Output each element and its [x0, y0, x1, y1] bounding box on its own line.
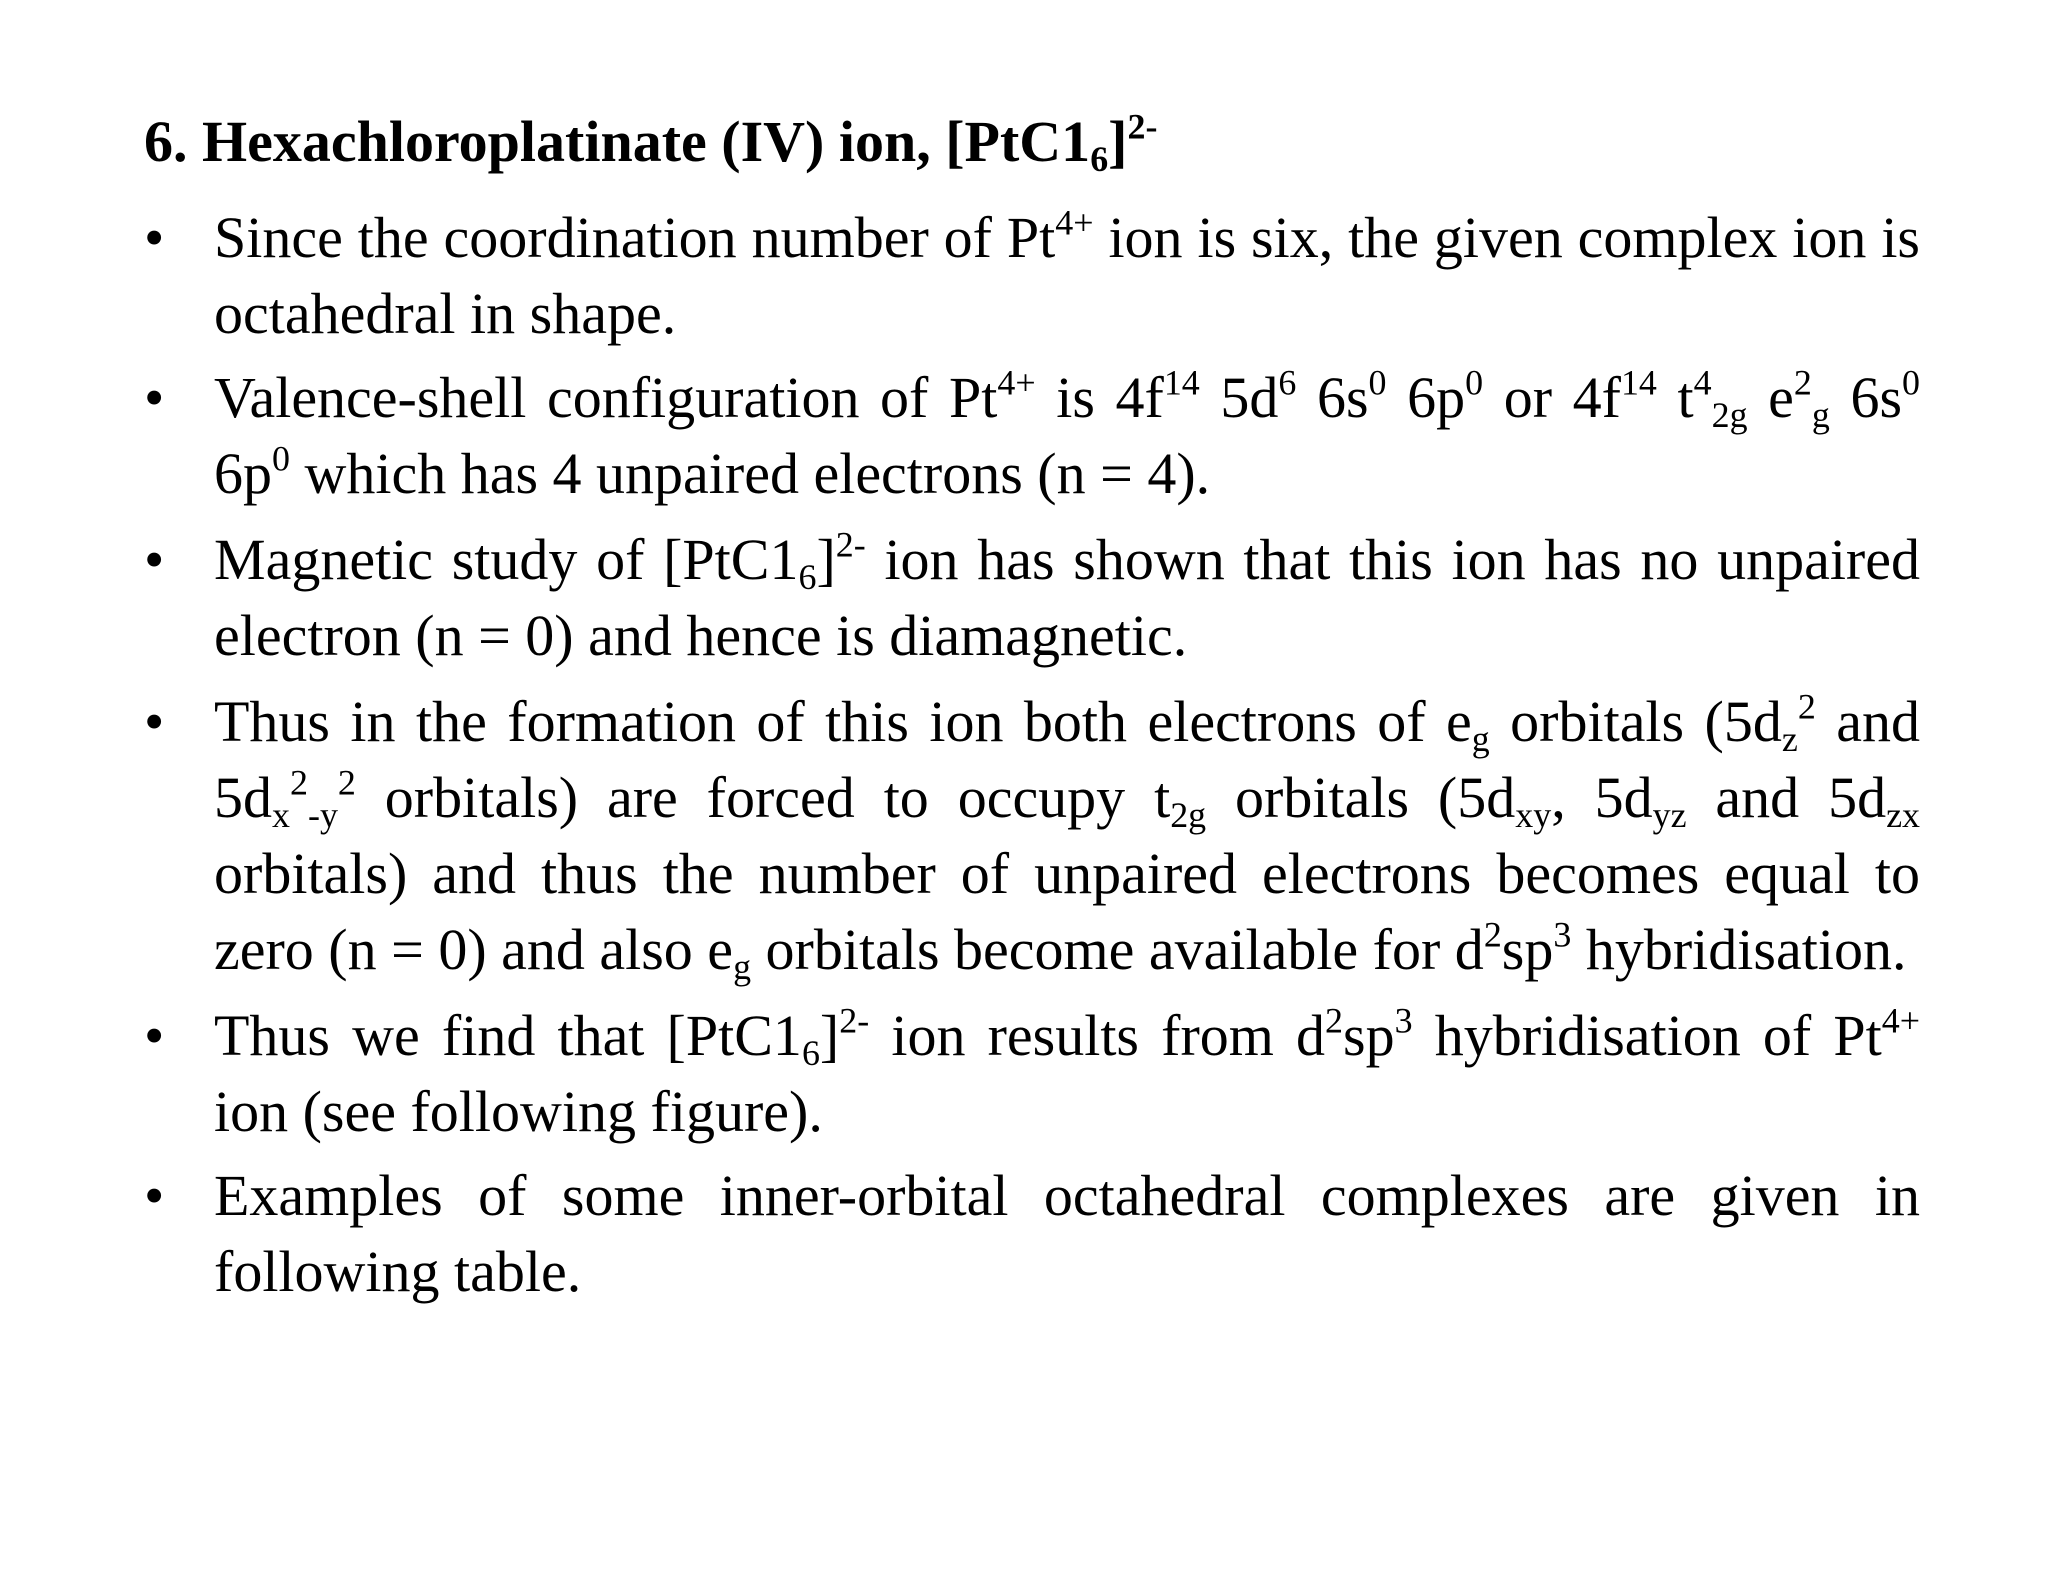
title-number: 6.: [144, 109, 188, 174]
bullet-icon: •: [144, 1003, 165, 1068]
slide-title: [144, 104, 1157, 180]
bullet-text: Thus we find that $[PtC1_6]^{2-}$ ion results from $d^2sp^3$ hybridisation of $Pt^{4+}$ ion (see following figure).: [214, 1000, 1920, 1144]
bullet-text: Thus in the formation of this ion both electrons of $e_g$ orbitals ($5d_z^2$ and $5d_x^2_{-y}^2$ orbitals) are forced to occupy $t_{2g}$ orbitals ($5d_{xy}$, $5d_{yz}$ and $5d_{zx}$ orbitals) and thus the number of unpaired electrons becomes equal to zero (n = 0) and also $e_g$ orbitals become available for $d^2sp^3$ hybridisation.: [214, 686, 1921, 988]
title-bracket: ]: [1108, 109, 1128, 174]
title-charge: 2-: [1127, 106, 1158, 147]
title-name: Hexachloroplatinate (IV) ion, [PtC1: [202, 109, 1091, 174]
bullet-text: Since the coordination number of $Pt^{4+}$ ion is six, the given complex ion is octahedral in shape.: [214, 202, 1921, 346]
bullet-text: Valence-shell configuration of $Pt^{4+}$ is $4f^{14}$ $5d^6$ $6s^0$ $6p^0$ or $4f^{14}$ $t^4_{2g}$ $e^2_g$ $6s^0$ $6p^0$ which has 4 unpaired electrons (n = 4).: [214, 362, 1921, 506]
bullet-item-examples: [144, 1158, 1920, 1310]
bullet-list: [144, 200, 1920, 1310]
bullet-item-hybridisation: [144, 998, 1920, 1150]
bullet-icon: •: [144, 1163, 165, 1228]
bullet-item-magnetic: [144, 522, 1920, 674]
bullet-icon: •: [144, 689, 165, 754]
bullet-text: Examples of some inner-orbital octahedral complexes are given in following table.: [214, 1163, 1920, 1304]
bullet-text: Magnetic study of $[PtC1_6]^{2-}$ ion has shown that this ion has no unpaired electron (n = 0) and hence is diamagnetic.: [214, 524, 1920, 668]
bullet-item-configuration: [144, 360, 1920, 512]
bullet-icon: •: [144, 365, 165, 430]
bullet-icon: •: [144, 527, 165, 592]
bullet-item-formation: [144, 684, 1920, 988]
title-subscript: 6: [1090, 139, 1109, 180]
bullet-icon: •: [144, 205, 165, 270]
bullet-item-coordination: [144, 200, 1920, 352]
